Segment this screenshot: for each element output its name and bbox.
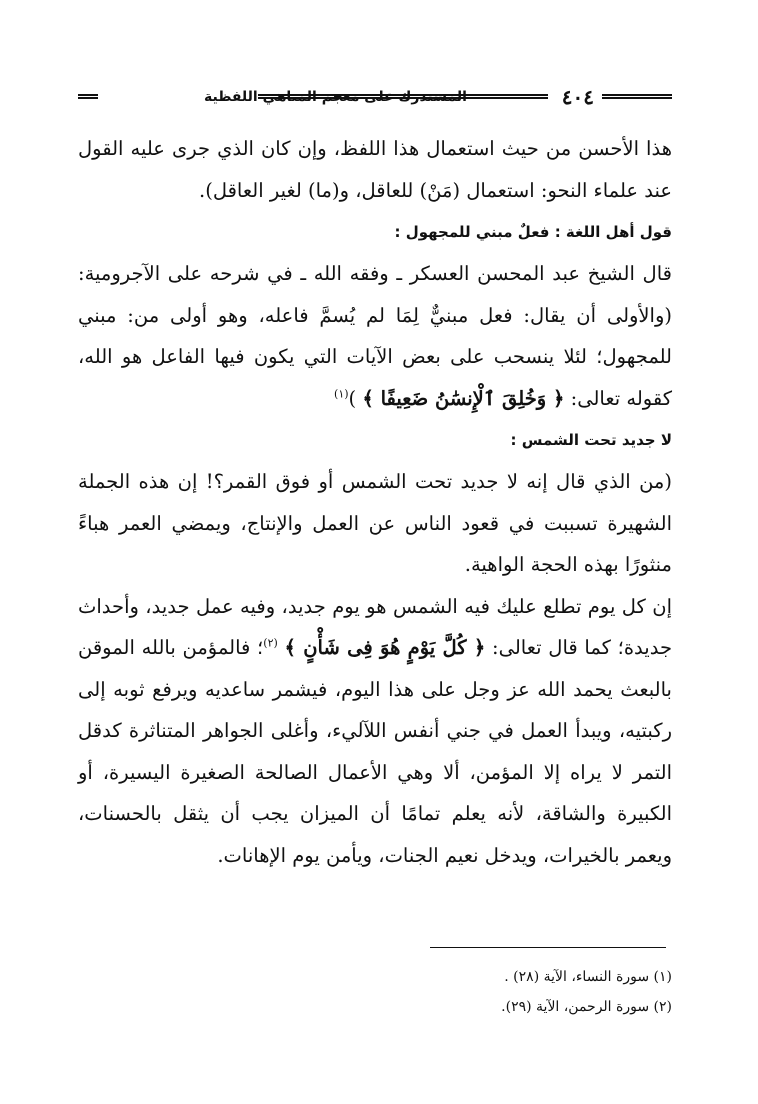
footnotes	[78, 962, 672, 1022]
header-rule-right	[602, 94, 672, 99]
paragraph-text: ؛ فالمؤمن بالله الموقن بالبعث يحمد الله عز وجل على هذا اليوم، فيشمر ساعديه ويرفع ثوبه إلى ركبتيه، ويبدأ العمل في جني أنفس اللآليء، وأغلى الجواهر المتناثرة كدقل التمر لا يراه إلا المؤمن، ألا وهي الأعمال الصالحة الصغيرة اليسيرة، أو الكبيرة والشاقة، لأنه يعلم تمامًا أن الميزان يجب أن يثقل بالحسنات، ويعمر بالخيرات، ويدخل نعيم الجنات، ويأمن يوم الإهانات.	[78, 636, 672, 867]
paragraph-text: إن كل يوم تطلع عليك فيه الشمس هو يوم جديد، وفيه عمل جديد، وأحداث جديدة؛ كما قال تعالى:	[78, 594, 672, 659]
footnote-number: (٢)	[653, 999, 672, 1015]
footnote-ref: (٢)	[263, 636, 278, 650]
paragraph-text: قال الشيخ عبد المحسن العسكر ـ وفقه الله ـ في شرحه على الآجرومية: (والأولى أن يقال: فعل مبنيٌّ لِمَا لم يُسمَّ فاعله، وهو أولى من: مبني للمجهول؛ لئلا ينسحب على بعض الآيات التي يكون فيها الفاعل هو الله، كقوله تعالى:	[78, 262, 672, 410]
quran-verse: ﴿ كُلَّ يَوْمٍ هُوَ فِى شَأْنٍ ﴾	[284, 636, 486, 659]
footnote	[78, 992, 672, 1022]
quran-verse: ﴿ وَخُلِقَ ٱلْإِنسَٰنُ ضَعِيفًا ﴾	[362, 386, 565, 410]
paragraph	[78, 586, 672, 877]
section-heading: لا جديد تحت الشمس :	[510, 431, 672, 449]
page-number: ٤٠٤	[561, 85, 594, 109]
running-title: المستدرك على معجم المناهي اللفظية	[204, 89, 467, 105]
footnote-number: (١)	[653, 969, 672, 985]
main-text	[78, 128, 672, 876]
footnote-text: سورة النساء، الآية (٢٨) .	[504, 969, 650, 985]
paragraph: (من الذي قال إنه لا جديد تحت الشمس أو فوق القمر؟! إن هذه الجملة الشهيرة تسببت في قعود الناس عن العمل والإنتاج، ويمضي العمر هباءً منثورًا بهذه الحجة الواهية.	[78, 470, 672, 576]
footnote	[78, 962, 672, 992]
section-heading: قول أهل اللغة : فعلٌ مبني للمجهول :	[394, 223, 672, 241]
closing-paren: )	[348, 386, 357, 410]
footnote-ref: (١)	[334, 387, 349, 400]
paragraph	[78, 253, 672, 419]
footnote-text: سورة الرحمن، الآية (٢٩).	[501, 999, 650, 1015]
paragraph: هذا الأحسن من حيث استعمال هذا اللفظ، وإن كان الذي جرى عليه القول عند علماء النحو: استعمال (مَنْ) للعاقل، و(ما) لغير العاقل).	[78, 137, 672, 202]
footnote-separator	[430, 947, 666, 948]
running-header	[78, 84, 672, 110]
header-rule-left	[78, 94, 98, 99]
